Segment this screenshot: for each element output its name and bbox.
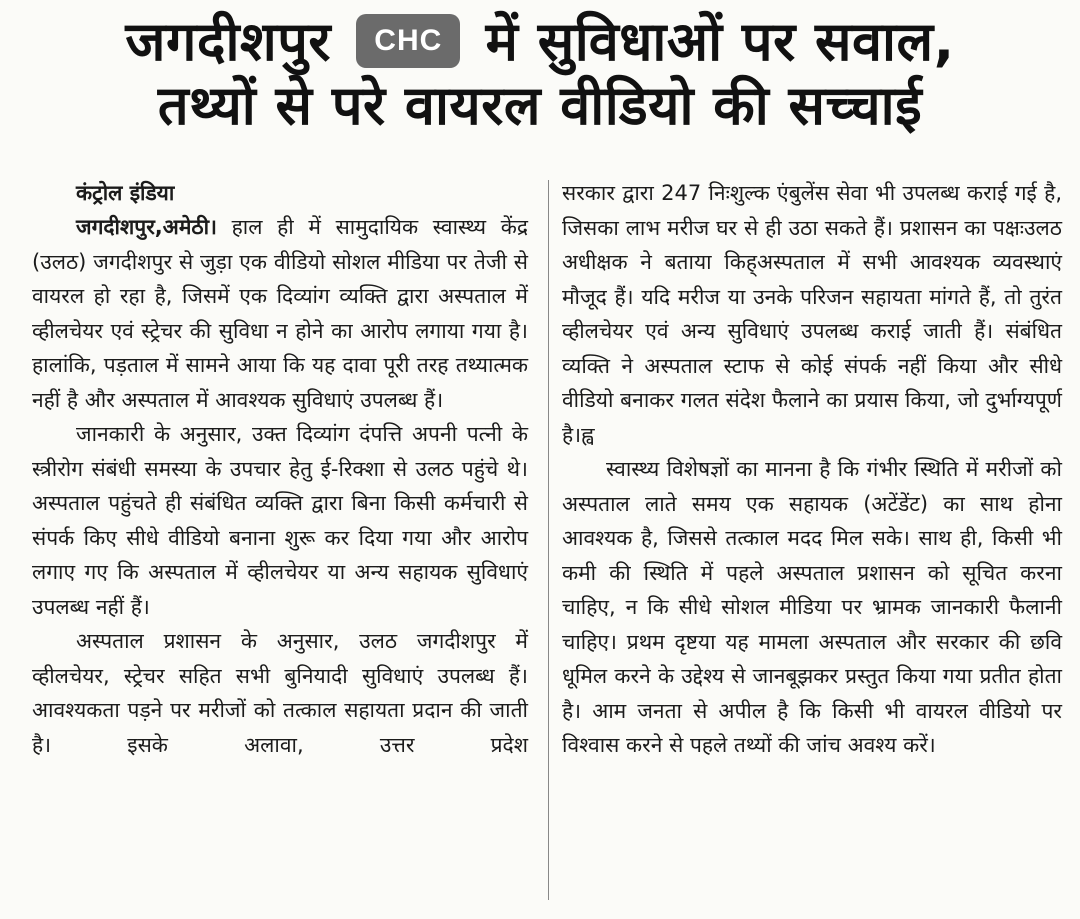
paragraph-3: अस्पताल प्रशासन के अनुसार, उलठ जगदीशपुर में व्हीलचेयर, स्ट्रेचर सहित सभी बुनियादी सुविधाएं उपलब्ध हैं। आवश्यकता पड़ने पर मरीजों को तत्काल सहायता प्रदान की जाती है। इसके अलावा, उत्तर प्रदेश — [32, 629, 528, 757]
paragraph-5: स्वास्थ्य विशेषज्ञों का मानना है कि गंभीर स्थिति में मरीजों को अस्पताल लाते समय एक सहायक (अटेंडेंट) का साथ होना आवश्यक है, जिससे तत्काल मदद मिल सके। साथ ही, किसी भी कमी की स्थिति में पहले अस्पताल प्रशासन को सूचित करना चाहिए, न कि सीधे सोशल मीडिया पर भ्रामक जानकारी फैलानी चाहिए। प्रथम दृष्टया यह मामला अस्पताल और सरकार की छवि धूमिल करने के उद्देश्य से जानबूझकर प्रस्तुत किया गया प्रतीत होता है। आम जनता से अपील है कि किसी भी वायरल वीडियो पर विश्वास करने से पहले तथ्यों की जांच अवश्य करें। — [562, 457, 1062, 757]
article-column-left — [32, 176, 528, 762]
headline-line-1 — [0, 10, 1080, 74]
article-column-right — [562, 176, 1062, 763]
headline — [0, 10, 1080, 138]
headline-part-2: में सुविधाओं पर सवाल, — [485, 10, 955, 73]
paragraph-4: सरकार द्वारा 247 निःशुल्क एंबुलेंस सेवा भी उपलब्ध कराई गई है, जिसका लाभ मरीज घर से ही उठा सकते हैं। प्रशासन का पक्षःउलठ अधीक्षक ने बताया किह्अस्पताल में सभी आवश्यक व्यवस्थाएं मौजूद हैं। यदि मरीज या उनके परिजन सहायता मांगते हैं, तो तुरंत व्हीलचेयर एवं अन्य सुविधाएं उपलब्ध कराई जाती हैं। संबंधित व्यक्ति ने अस्पताल स्टाफ से कोई संपर्क नहीं किया और सीधे वीडियो बनाकर गलत संदेश फैलाने का प्रयास किया, जो दुर्भाग्यपूर्ण है।ह्व — [562, 181, 1062, 447]
headline-part-1: जगदीशपुर — [125, 10, 331, 73]
paragraph-1-text: हाल ही में सामुदायिक स्वास्थ्य केंद्र (उलठ) जगदीशपुर से जुड़ा एक वीडियो सोशल मीडिया पर तेजी से वायरल हो रहा है, जिसमें एक दिव्यांग व्यक्ति द्वारा अस्पताल में व्हीलचेयर एवं स्ट्रेचर की सुविधा न होने का आरोप लगाया गया है। हालांकि, पड़ताल में सामने आया कि यह दावा पूरी तरह तथ्यात्मक नहीं है और अस्पताल में आवश्यक सुविधाएं उपलब्ध हैं। — [32, 215, 528, 412]
headline-line-2: तथ्यों से परे वायरल वीडियो की सच्चाई — [157, 74, 923, 137]
chc-badge: CHC — [356, 14, 460, 68]
dateline: जगदीशपुर,अमेठी। — [76, 215, 217, 239]
column-divider — [548, 180, 549, 900]
paragraph-1 — [32, 210, 528, 417]
byline: कंट्रोल इंडिया — [76, 181, 175, 205]
paragraph-2: जानकारी के अनुसार, उक्त दिव्यांग दंपत्ति अपनी पत्नी के स्त्रीरोग संबंधी समस्या के उपचार हेतु ई-रिक्शा से उलठ पहुंचे थे। अस्पताल पहुंचते ही संबंधित व्यक्ति द्वारा बिना किसी कर्मचारी से संपर्क किए सीधे वीडियो बनाना शुरू कर दिया गया और आरोप लगाए गए कि अस्पताल में व्हीलचेयर या अन्य सहायक सुविधाएं उपलब्ध नहीं हैं। — [32, 422, 528, 619]
